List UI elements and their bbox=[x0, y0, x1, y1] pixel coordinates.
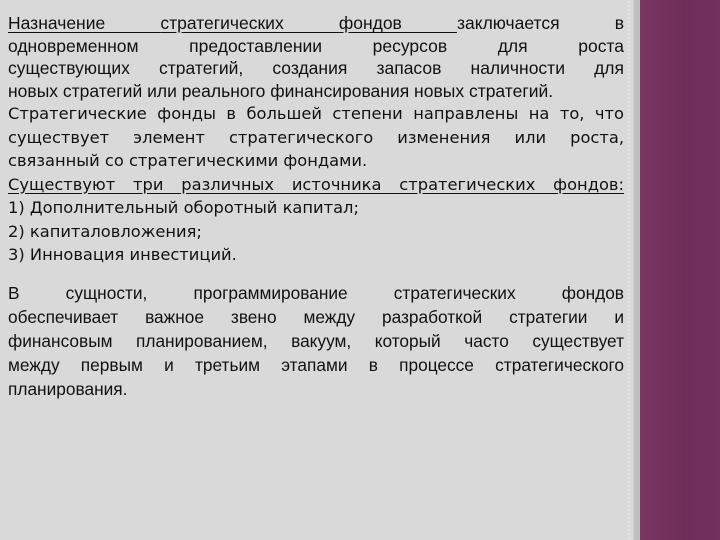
term-purpose: Назначение bbox=[8, 13, 161, 33]
paragraph-programming-line-2: обеспечивает важное звено между разработкой стратегии и bbox=[8, 306, 624, 327]
paragraph-programming-line-3: финансовым планированием, вакуум, который часто существует bbox=[8, 330, 624, 351]
dotted-divider bbox=[627, 0, 631, 540]
paragraph-programming-line-1: В сущности, программирование стратегических фондов bbox=[8, 282, 624, 303]
paragraph-purpose-line-2: одновременном предоставлении ресурсов для роста bbox=[8, 35, 624, 56]
sources-heading-text: Существуют три различных источника стратегических фондов: bbox=[8, 174, 624, 194]
paragraph-sources-line-2: существует элемент стратегического изменения или роста, bbox=[8, 127, 624, 147]
term-funds: фондов bbox=[338, 13, 457, 33]
paragraph-purpose-line-3: существующих стратегий, создания запасов наличности для bbox=[8, 58, 624, 78]
line-1-rest: заключается в bbox=[456, 13, 624, 33]
slide-body bbox=[8, 12, 624, 401]
paragraph-sources bbox=[8, 102, 624, 267]
paragraph-purpose-line-1 bbox=[8, 12, 624, 35]
paragraph-purpose-line-4: новых стратегий или реального финансирования новых стратегий. bbox=[8, 80, 554, 101]
paragraph-programming-line-4: между первым и третьим этапами в процессе стратегического bbox=[8, 354, 624, 375]
paragraph-sources-line-3: связанный со стратегическими фондами. bbox=[8, 151, 368, 170]
decorative-sidebar bbox=[640, 0, 720, 540]
term-strategic: стратегических bbox=[160, 13, 339, 33]
sources-list-item-1: 1) Дополнительный оборотный капитал; bbox=[8, 198, 359, 217]
paragraph-programming bbox=[8, 281, 624, 401]
paragraph-programming-line-5: планирования. bbox=[8, 378, 128, 399]
sources-heading bbox=[8, 173, 624, 197]
paragraph-purpose bbox=[8, 12, 624, 102]
paragraph-gap bbox=[8, 267, 624, 281]
paragraph-sources-line-1: Стратегические фонды в большей степени направлены на то, что bbox=[8, 104, 624, 123]
sources-list-item-2: 2) капиталовложения; bbox=[8, 221, 202, 241]
sources-list-item-3: 3) Инновация инвестиций. bbox=[8, 245, 237, 264]
